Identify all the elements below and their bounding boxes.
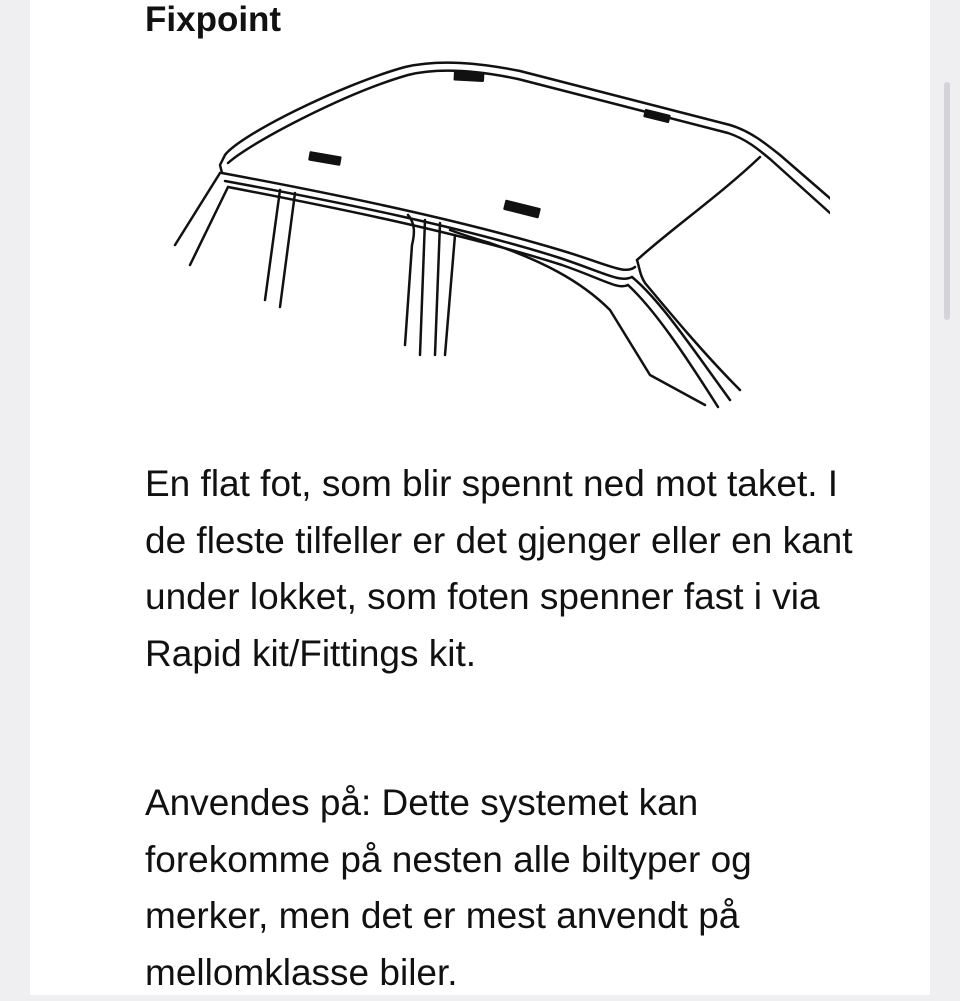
scrollbar-track[interactable] bbox=[930, 0, 960, 995]
description-paragraph: En flat fot, som blir spennt ned mot taket. I de fleste tilfeller er det gjenger eller en kant under lokket, som foten spenner fast i via Rapid kit/Fittings kit. bbox=[145, 463, 853, 674]
usage-paragraph: Anvendes på: Dette systemet kan forekomme på nesten alle biltyper og merker, men det er mest anvendt på mellomklasse biler. bbox=[145, 782, 752, 993]
content-page bbox=[30, 0, 930, 995]
scrollbar-thumb[interactable] bbox=[944, 82, 950, 320]
car-roof-fixpoint-illustration bbox=[140, 55, 830, 420]
section-title: Fixpoint bbox=[145, 0, 282, 39]
